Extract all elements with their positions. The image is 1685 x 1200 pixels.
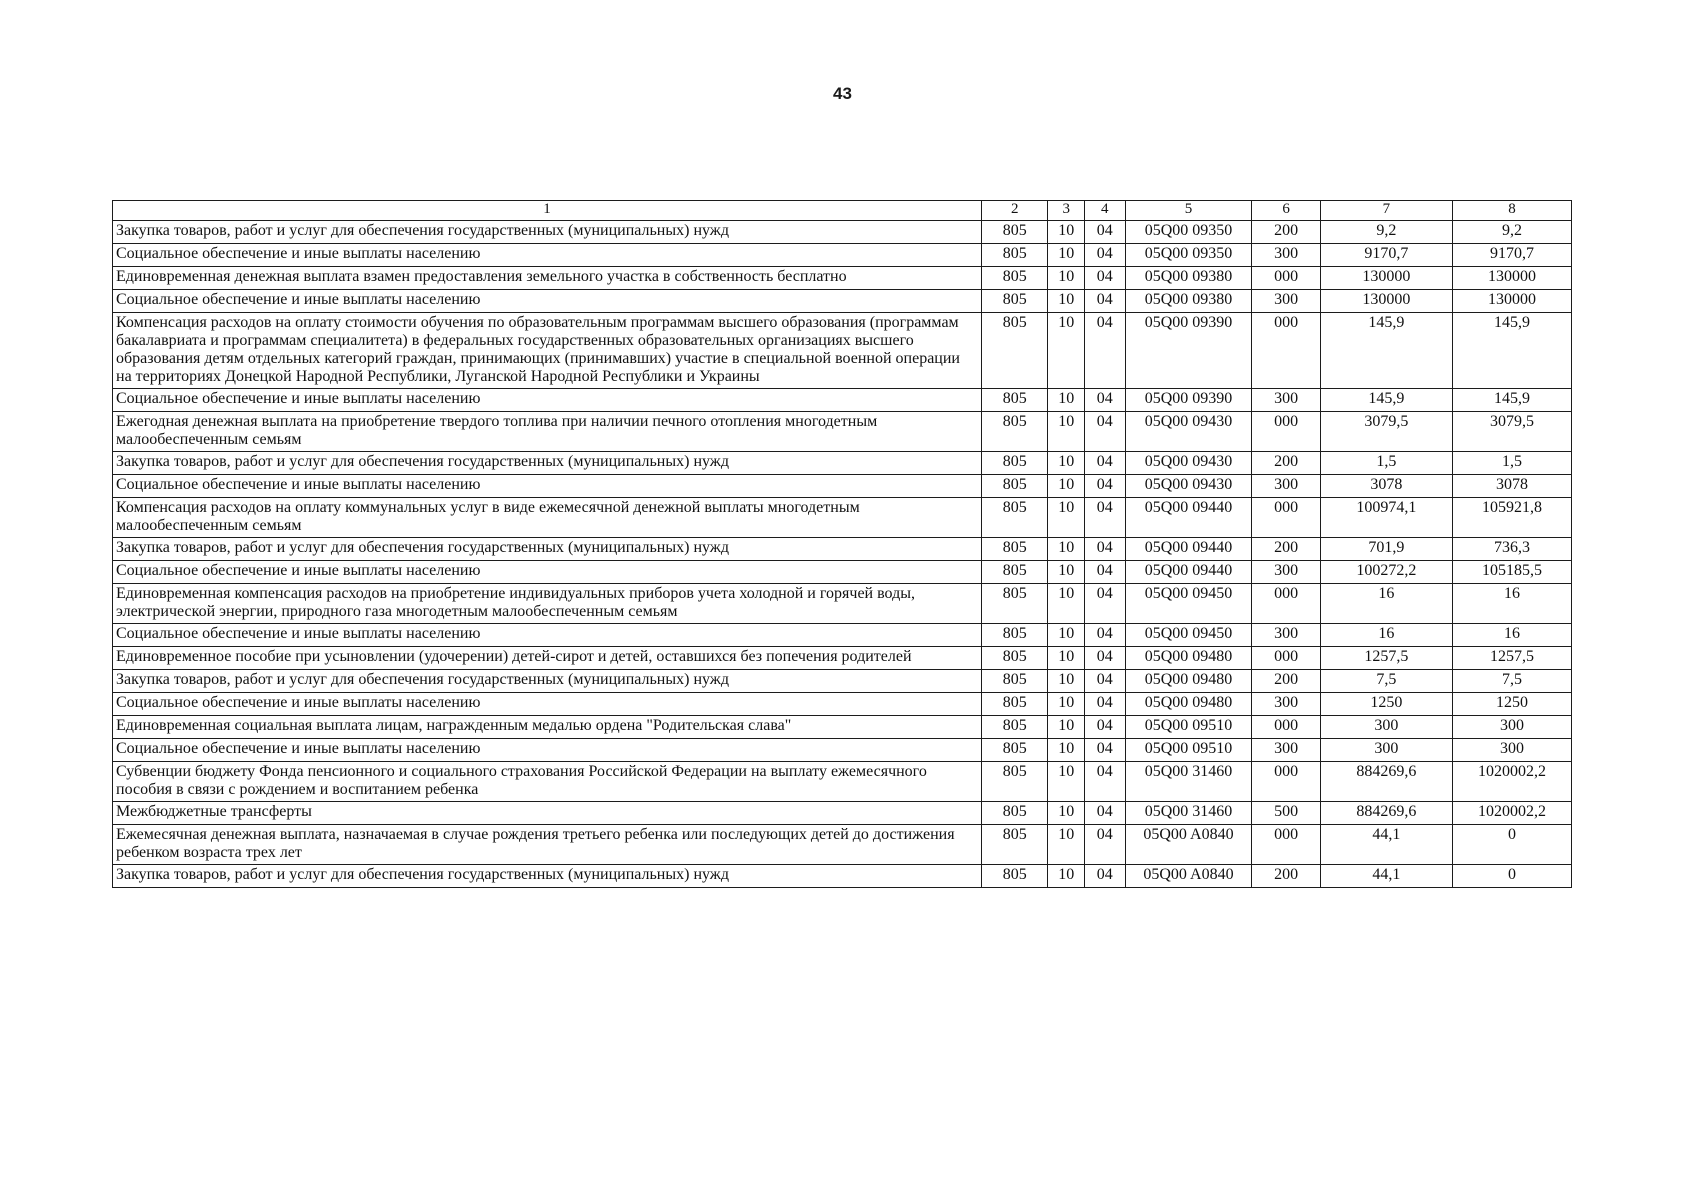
target-article-cell: 05Q00 09480	[1125, 693, 1252, 716]
ministry-code-cell: 805	[981, 267, 1048, 290]
subsection-cell: 04	[1084, 693, 1125, 716]
amount-year-1-cell: 884269,6	[1320, 762, 1452, 802]
amount-year-1-cell: 1257,5	[1320, 647, 1452, 670]
table-row	[113, 412, 1572, 452]
target-article-cell: 05Q00 09390	[1125, 313, 1252, 389]
expense-name-cell: Компенсация расходов на оплату стоимости обучения по образовательным программам высшего образования (программам бакалавриата и программам специалитета) в федеральных государственных образовательных организациях высшего образования детям отдельных категорий граждан, принимающих (принимавших) участие в специальной военной операции на территориях Донецкой Народной Республики, Луганской Народной Республики и Украины	[113, 313, 982, 389]
expense-type-cell: 300	[1252, 290, 1321, 313]
subsection-cell: 04	[1084, 762, 1125, 802]
amount-year-2-cell: 1250	[1452, 693, 1571, 716]
expense-type-cell: 000	[1252, 762, 1321, 802]
expense-name-cell: Ежегодная денежная выплата на приобретение твердого топлива при наличии печного отопления многодетным малообеспеченным семьям	[113, 412, 982, 452]
expense-name-cell: Закупка товаров, работ и услуг для обеспечения государственных (муниципальных) нужд	[113, 221, 982, 244]
ministry-code-cell: 805	[981, 538, 1048, 561]
section-cell: 10	[1048, 647, 1084, 670]
subsection-cell: 04	[1084, 739, 1125, 762]
amount-year-1-cell: 16	[1320, 584, 1452, 624]
expense-type-cell: 000	[1252, 412, 1321, 452]
section-cell: 10	[1048, 267, 1084, 290]
target-article-cell: 05Q00 31460	[1125, 762, 1252, 802]
ministry-code-cell: 805	[981, 561, 1048, 584]
expense-name-cell: Закупка товаров, работ и услуг для обеспечения государственных (муниципальных) нужд	[113, 452, 982, 475]
ministry-code-cell: 805	[981, 624, 1048, 647]
expense-name-cell: Единовременная денежная выплата взамен предоставления земельного участка в собственность бесплатно	[113, 267, 982, 290]
section-cell: 10	[1048, 475, 1084, 498]
expense-name-cell: Единовременная социальная выплата лицам, награжденным медалью ордена "Родительская слава"	[113, 716, 982, 739]
table-row	[113, 313, 1572, 389]
column-header: 4	[1084, 201, 1125, 221]
amount-year-1-cell: 3079,5	[1320, 412, 1452, 452]
expense-name-cell: Единовременная компенсация расходов на приобретение индивидуальных приборов учета холодной и горячей воды, электрической энергии, природного газа многодетным малообеспеченным семьям	[113, 584, 982, 624]
column-header: 2	[981, 201, 1048, 221]
ministry-code-cell: 805	[981, 313, 1048, 389]
table-row	[113, 865, 1572, 888]
target-article-cell: 05Q00 09430	[1125, 475, 1252, 498]
table-row	[113, 452, 1572, 475]
column-header: 3	[1048, 201, 1084, 221]
budget-table	[112, 200, 1572, 888]
target-article-cell: 05Q00 09480	[1125, 647, 1252, 670]
amount-year-2-cell: 1257,5	[1452, 647, 1571, 670]
expense-name-cell: Социальное обеспечение и иные выплаты населению	[113, 475, 982, 498]
amount-year-2-cell: 1020002,2	[1452, 802, 1571, 825]
subsection-cell: 04	[1084, 716, 1125, 739]
subsection-cell: 04	[1084, 865, 1125, 888]
subsection-cell: 04	[1084, 290, 1125, 313]
table-row	[113, 624, 1572, 647]
table-row	[113, 267, 1572, 290]
subsection-cell: 04	[1084, 452, 1125, 475]
target-article-cell: 05Q00 09440	[1125, 561, 1252, 584]
amount-year-2-cell: 9,2	[1452, 221, 1571, 244]
subsection-cell: 04	[1084, 267, 1125, 290]
subsection-cell: 04	[1084, 670, 1125, 693]
table-row	[113, 561, 1572, 584]
ministry-code-cell: 805	[981, 412, 1048, 452]
section-cell: 10	[1048, 290, 1084, 313]
section-cell: 10	[1048, 538, 1084, 561]
expense-type-cell: 300	[1252, 475, 1321, 498]
target-article-cell: 05Q00 09510	[1125, 716, 1252, 739]
section-cell: 10	[1048, 693, 1084, 716]
section-cell: 10	[1048, 716, 1084, 739]
section-cell: 10	[1048, 865, 1084, 888]
expense-name-cell: Социальное обеспечение и иные выплаты населению	[113, 561, 982, 584]
section-cell: 10	[1048, 498, 1084, 538]
amount-year-1-cell: 130000	[1320, 290, 1452, 313]
amount-year-2-cell: 1020002,2	[1452, 762, 1571, 802]
subsection-cell: 04	[1084, 624, 1125, 647]
table-row	[113, 389, 1572, 412]
amount-year-2-cell: 105185,5	[1452, 561, 1571, 584]
expense-name-cell: Ежемесячная денежная выплата, назначаемая в случае рождения третьего ребенка или последующих детей до достижения ребенком возраста трех лет	[113, 825, 982, 865]
section-cell: 10	[1048, 412, 1084, 452]
amount-year-2-cell: 7,5	[1452, 670, 1571, 693]
target-article-cell: 05Q00 09440	[1125, 498, 1252, 538]
subsection-cell: 04	[1084, 498, 1125, 538]
section-cell: 10	[1048, 802, 1084, 825]
amount-year-2-cell: 0	[1452, 825, 1571, 865]
table-row	[113, 475, 1572, 498]
ministry-code-cell: 805	[981, 865, 1048, 888]
expense-type-cell: 000	[1252, 498, 1321, 538]
expense-type-cell: 000	[1252, 647, 1321, 670]
table-row	[113, 716, 1572, 739]
subsection-cell: 04	[1084, 538, 1125, 561]
expense-type-cell: 200	[1252, 221, 1321, 244]
amount-year-2-cell: 0	[1452, 865, 1571, 888]
amount-year-1-cell: 1250	[1320, 693, 1452, 716]
ministry-code-cell: 805	[981, 452, 1048, 475]
expense-name-cell: Социальное обеспечение и иные выплаты населению	[113, 389, 982, 412]
expense-name-cell: Закупка товаров, работ и услуг для обеспечения государственных (муниципальных) нужд	[113, 865, 982, 888]
ministry-code-cell: 805	[981, 389, 1048, 412]
amount-year-1-cell: 100272,2	[1320, 561, 1452, 584]
amount-year-2-cell: 300	[1452, 716, 1571, 739]
column-header: 6	[1252, 201, 1321, 221]
amount-year-1-cell: 1,5	[1320, 452, 1452, 475]
section-cell: 10	[1048, 825, 1084, 865]
subsection-cell: 04	[1084, 244, 1125, 267]
ministry-code-cell: 805	[981, 693, 1048, 716]
expense-type-cell: 300	[1252, 624, 1321, 647]
expense-type-cell: 200	[1252, 865, 1321, 888]
target-article-cell: 05Q00 09390	[1125, 389, 1252, 412]
amount-year-2-cell: 1,5	[1452, 452, 1571, 475]
ministry-code-cell: 805	[981, 475, 1048, 498]
expense-type-cell: 300	[1252, 739, 1321, 762]
section-cell: 10	[1048, 452, 1084, 475]
amount-year-1-cell: 145,9	[1320, 313, 1452, 389]
amount-year-2-cell: 130000	[1452, 267, 1571, 290]
expense-name-cell: Социальное обеспечение и иные выплаты населению	[113, 739, 982, 762]
target-article-cell: 05Q00 09380	[1125, 290, 1252, 313]
table-row	[113, 221, 1572, 244]
table-row	[113, 244, 1572, 267]
amount-year-2-cell: 145,9	[1452, 389, 1571, 412]
subsection-cell: 04	[1084, 475, 1125, 498]
section-cell: 10	[1048, 624, 1084, 647]
section-cell: 10	[1048, 762, 1084, 802]
amount-year-1-cell: 884269,6	[1320, 802, 1452, 825]
amount-year-1-cell: 3078	[1320, 475, 1452, 498]
subsection-cell: 04	[1084, 313, 1125, 389]
amount-year-1-cell: 7,5	[1320, 670, 1452, 693]
expense-name-cell: Закупка товаров, работ и услуг для обеспечения государственных (муниципальных) нужд	[113, 538, 982, 561]
target-article-cell: 05Q00 09380	[1125, 267, 1252, 290]
ministry-code-cell: 805	[981, 802, 1048, 825]
amount-year-2-cell: 300	[1452, 739, 1571, 762]
table-row	[113, 584, 1572, 624]
subsection-cell: 04	[1084, 825, 1125, 865]
ministry-code-cell: 805	[981, 762, 1048, 802]
expense-name-cell: Социальное обеспечение и иные выплаты населению	[113, 693, 982, 716]
expense-type-cell: 300	[1252, 693, 1321, 716]
target-article-cell: 05Q00 09440	[1125, 538, 1252, 561]
table-body	[113, 221, 1572, 888]
expense-name-cell: Социальное обеспечение и иные выплаты населению	[113, 290, 982, 313]
amount-year-1-cell: 100974,1	[1320, 498, 1452, 538]
subsection-cell: 04	[1084, 584, 1125, 624]
subsection-cell: 04	[1084, 802, 1125, 825]
ministry-code-cell: 805	[981, 670, 1048, 693]
amount-year-1-cell: 16	[1320, 624, 1452, 647]
column-header: 5	[1125, 201, 1252, 221]
amount-year-2-cell: 3078	[1452, 475, 1571, 498]
page-number: 43	[833, 84, 852, 103]
target-article-cell: 05Q00 09350	[1125, 221, 1252, 244]
table-row	[113, 739, 1572, 762]
amount-year-2-cell: 3079,5	[1452, 412, 1571, 452]
expense-name-cell: Субвенции бюджету Фонда пенсионного и социального страхования Российской Федерации на выплату ежемесячного пособия в связи с рождением и воспитанием ребенка	[113, 762, 982, 802]
target-article-cell: 05Q00 09480	[1125, 670, 1252, 693]
expense-type-cell: 000	[1252, 584, 1321, 624]
target-article-cell: 05Q00 09510	[1125, 739, 1252, 762]
expense-name-cell: Социальное обеспечение и иные выплаты населению	[113, 624, 982, 647]
expense-name-cell: Единовременное пособие при усыновлении (удочерении) детей-сирот и детей, оставшихся без попечения родителей	[113, 647, 982, 670]
expense-type-cell: 300	[1252, 389, 1321, 412]
subsection-cell: 04	[1084, 221, 1125, 244]
ministry-code-cell: 805	[981, 739, 1048, 762]
table-row	[113, 647, 1572, 670]
target-article-cell: 05Q00 09350	[1125, 244, 1252, 267]
amount-year-2-cell: 9170,7	[1452, 244, 1571, 267]
amount-year-2-cell: 105921,8	[1452, 498, 1571, 538]
subsection-cell: 04	[1084, 647, 1125, 670]
column-header: 1	[113, 201, 982, 221]
amount-year-1-cell: 9170,7	[1320, 244, 1452, 267]
section-cell: 10	[1048, 670, 1084, 693]
expense-type-cell: 500	[1252, 802, 1321, 825]
expense-type-cell: 000	[1252, 825, 1321, 865]
table-row	[113, 670, 1572, 693]
ministry-code-cell: 805	[981, 244, 1048, 267]
ministry-code-cell: 805	[981, 716, 1048, 739]
amount-year-1-cell: 44,1	[1320, 825, 1452, 865]
column-header: 8	[1452, 201, 1571, 221]
expense-type-cell: 000	[1252, 267, 1321, 290]
expense-type-cell: 300	[1252, 561, 1321, 584]
target-article-cell: 05Q00 09450	[1125, 584, 1252, 624]
header-row	[113, 201, 1572, 221]
subsection-cell: 04	[1084, 412, 1125, 452]
amount-year-2-cell: 130000	[1452, 290, 1571, 313]
expense-name-cell: Социальное обеспечение и иные выплаты населению	[113, 244, 982, 267]
ministry-code-cell: 805	[981, 221, 1048, 244]
expense-type-cell: 000	[1252, 716, 1321, 739]
expense-type-cell: 200	[1252, 452, 1321, 475]
amount-year-1-cell: 701,9	[1320, 538, 1452, 561]
amount-year-2-cell: 736,3	[1452, 538, 1571, 561]
table-row	[113, 825, 1572, 865]
amount-year-1-cell: 9,2	[1320, 221, 1452, 244]
amount-year-1-cell: 145,9	[1320, 389, 1452, 412]
amount-year-2-cell: 145,9	[1452, 313, 1571, 389]
expense-name-cell: Межбюджетные трансферты	[113, 802, 982, 825]
table-row	[113, 693, 1572, 716]
section-cell: 10	[1048, 221, 1084, 244]
subsection-cell: 04	[1084, 389, 1125, 412]
ministry-code-cell: 805	[981, 498, 1048, 538]
amount-year-2-cell: 16	[1452, 624, 1571, 647]
target-article-cell: 05Q00 A0840	[1125, 865, 1252, 888]
section-cell: 10	[1048, 389, 1084, 412]
table-row	[113, 802, 1572, 825]
section-cell: 10	[1048, 561, 1084, 584]
target-article-cell: 05Q00 A0840	[1125, 825, 1252, 865]
column-header: 7	[1320, 201, 1452, 221]
amount-year-1-cell: 44,1	[1320, 865, 1452, 888]
target-article-cell: 05Q00 09450	[1125, 624, 1252, 647]
target-article-cell: 05Q00 09430	[1125, 452, 1252, 475]
table-row	[113, 290, 1572, 313]
expense-type-cell: 200	[1252, 670, 1321, 693]
ministry-code-cell: 805	[981, 647, 1048, 670]
amount-year-1-cell: 300	[1320, 739, 1452, 762]
section-cell: 10	[1048, 313, 1084, 389]
ministry-code-cell: 805	[981, 825, 1048, 865]
ministry-code-cell: 805	[981, 290, 1048, 313]
section-cell: 10	[1048, 739, 1084, 762]
expense-type-cell: 000	[1252, 313, 1321, 389]
ministry-code-cell: 805	[981, 584, 1048, 624]
expense-name-cell: Закупка товаров, работ и услуг для обеспечения государственных (муниципальных) нужд	[113, 670, 982, 693]
section-cell: 10	[1048, 584, 1084, 624]
table-row	[113, 762, 1572, 802]
expense-name-cell: Компенсация расходов на оплату коммунальных услуг в виде ежемесячной денежной выплаты многодетным малообеспеченным семьям	[113, 498, 982, 538]
table-row	[113, 538, 1572, 561]
target-article-cell: 05Q00 31460	[1125, 802, 1252, 825]
amount-year-1-cell: 300	[1320, 716, 1452, 739]
amount-year-1-cell: 130000	[1320, 267, 1452, 290]
table-row	[113, 498, 1572, 538]
section-cell: 10	[1048, 244, 1084, 267]
target-article-cell: 05Q00 09430	[1125, 412, 1252, 452]
expense-type-cell: 200	[1252, 538, 1321, 561]
subsection-cell: 04	[1084, 561, 1125, 584]
expense-type-cell: 300	[1252, 244, 1321, 267]
amount-year-2-cell: 16	[1452, 584, 1571, 624]
